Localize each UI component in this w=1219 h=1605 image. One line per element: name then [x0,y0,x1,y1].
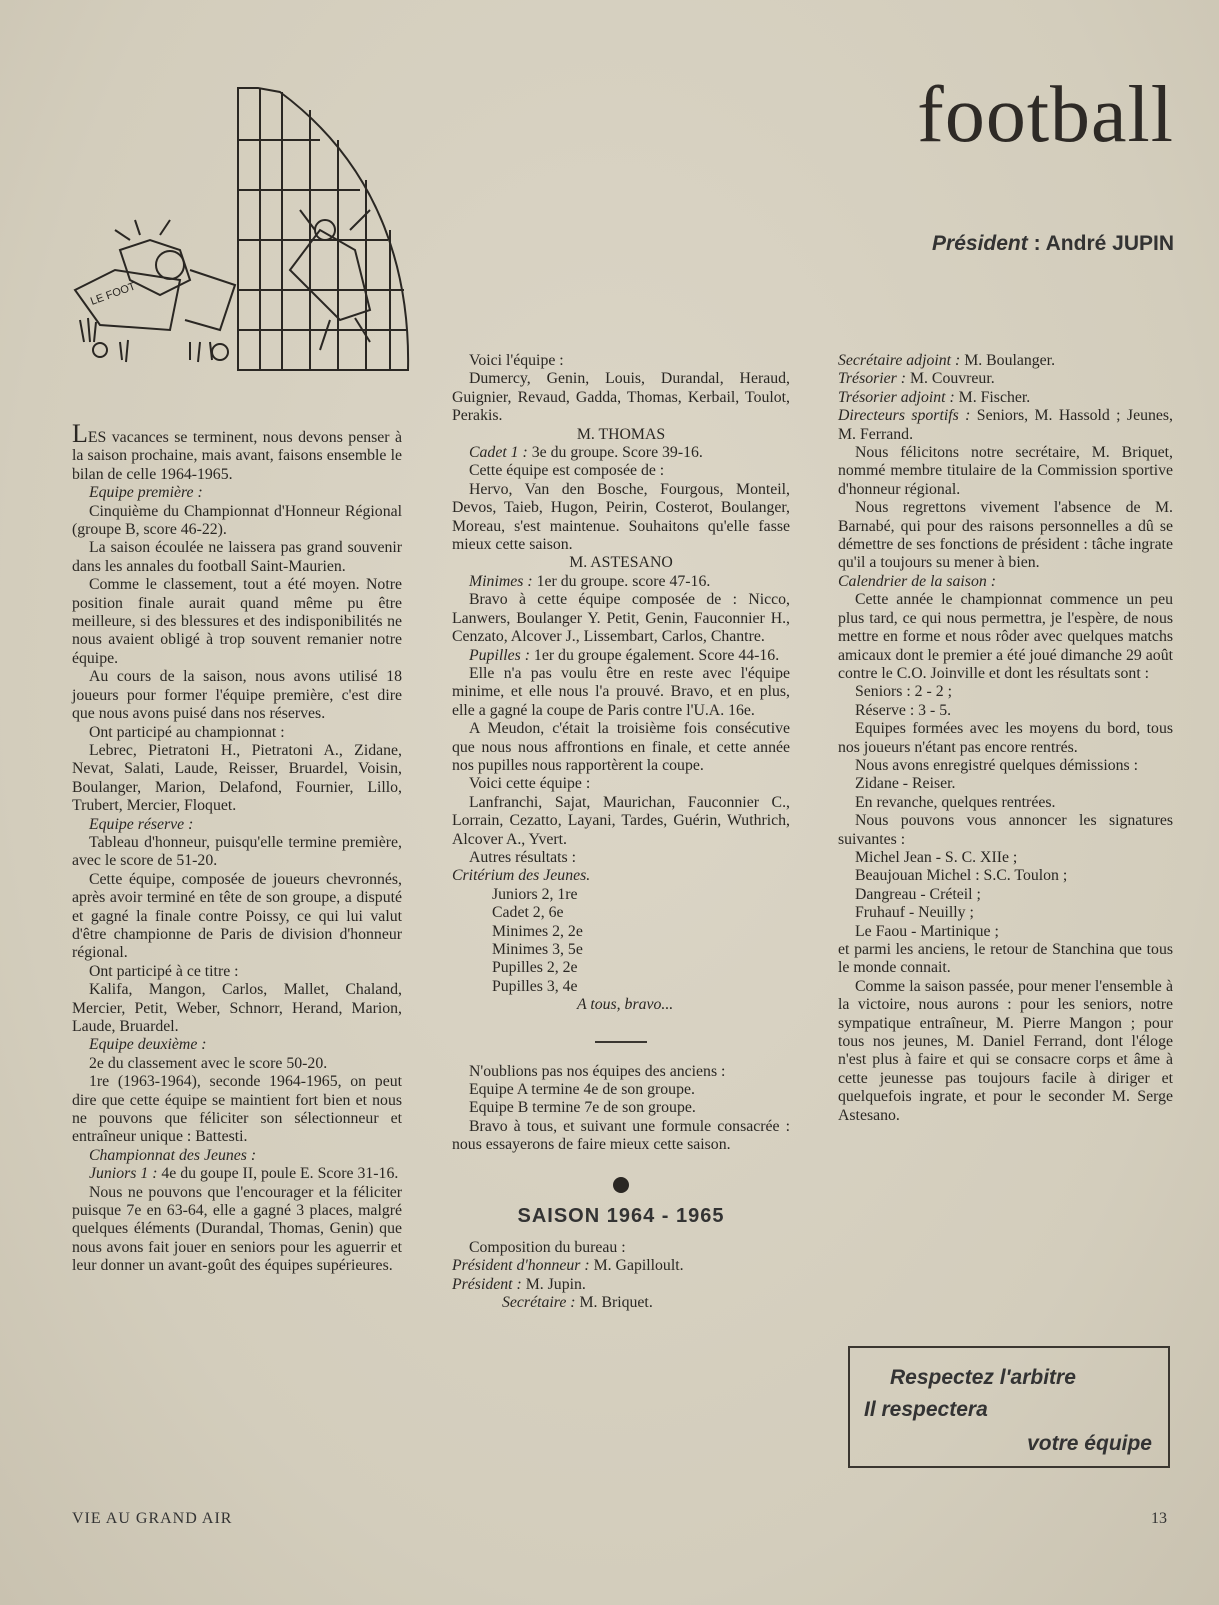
column-right [838,352,1173,1125]
paragraph: Comme le classement, tout a été moyen. Notre position finale aurait quand même pu être meilleure, si des blessures et des indisponibilités ne nous avaient obligé à trop souvent remanier notre équipe. [72,576,402,667]
paragraph: A Meudon, c'était la troisième fois consécutive que nous nous affrontions en finale, et cette année nos pupilles nous rapportèrent la coupe. [452,720,790,774]
section-heading: Equipe première : [89,484,203,502]
paragraph: N'oublions pas nos équipes des anciens : [469,1062,726,1080]
section-heading: Championnat des Jeunes : [89,1146,257,1164]
player-list: Dumercy, Genin, Louis, Durandal, Heraud, Guignier, Revaud, Gadda, Thomas, Kerbail, Toulot, Perakis. [452,370,790,425]
page-title: football [917,71,1174,159]
box-line-1: Respectez l'arbitre [890,1366,1076,1389]
president-name: André JUPIN [1045,232,1174,255]
paragraph: Juniors 1 : 4e du goupe II, poule E. Score 31-16. [89,1165,399,1183]
intro-paragraph: LES vacances se terminent, nous devons penser à la saison prochaine, mais avant, faisons ensemble le bilan de celle 1964-1965. [72,419,402,483]
office-line: Directeurs sportifs : Seniors, M. Hassold ; Jeunes, M. Ferrand. [838,407,1173,443]
player-list: Bravo à cette équipe composée de : Nicco, Lanwers, Boulanger Y. Petit, Genin, Fauconnier H., Cenzato, Alcover J., Lissembart, Carlos, Chantre. [452,591,790,646]
paragraph: Ont participé à ce titre : [89,962,239,980]
result-line: Juniors 2, 1re [492,885,578,903]
paragraph: Nous avons enregistré quelques démissions : [855,756,1138,774]
paragraph: Comme la saison passée, pour mener l'ensemble à la victoire, nous aurons : pour les seniors, notre sympatique entraîneur, M. Pierre Mangon ; pour tous nos jeunes, M. Daniel Ferrand, dont l'éloge n'est plus à faire et qui se consacre corps et âme à cette jeunesse pas toujours facile à diriger et quelquefois ingrate, et pour le seconder M. Serge Astesano. [838,977,1173,1124]
paragraph: Equipe B termine 7e de son groupe. [469,1099,696,1117]
paragraph: Cadet 1 : 3e du groupe. Score 39-16. [469,444,703,462]
newspaper-label: LE FOOT [88,280,138,308]
office-line: Secrétaire adjoint : M. Boulanger. [838,352,1056,369]
section-heading: Equipe réserve : [89,815,194,833]
respect-referee-box [848,1346,1170,1468]
section-divider [595,1041,647,1043]
president-colon: : [1027,232,1046,255]
page-number: 13 [1151,1510,1167,1527]
paragraph: Equipes formées avec les moyens du bord, tous nos joueurs n'étant pas encore rentrés. [838,720,1173,756]
paragraph: En revanche, quelques rentrées. [855,793,1056,811]
player-list: Hervo, Van den Bosche, Fourgous, Monteil, Devos, Taieb, Hugon, Peirin, Costerot, Boulanger, Moreau, s'est maintenue. Souhaitons qu'elle fasse mieux cette saison. [452,480,790,554]
player-list: Kalifa, Mangon, Carlos, Mallet, Chaland, Mercier, Petit, Weber, Schnorr, Herand, Marion, Laude, Bruardel. [72,981,402,1035]
paragraph: Minimes : 1er du groupe. score 47-16. [469,572,711,590]
section-heading: Equipe deuxième : [89,1036,207,1054]
paragraph: Nous regrettons vivement l'absence de M. Barnabé, qui pour des raisons personnelles a dû se démettre de ses fonctions de président : tâche ingrate qu'il a toujours su mener à bien. [838,499,1173,572]
office-line: Trésorier : M. Couvreur. [838,370,995,388]
paragraph: Pupilles : 1er du groupe également. Score 44-16. [469,646,780,664]
result-line: Minimes 2, 2e [492,922,583,940]
list-item: Michel Jean - S. C. XIIe ; [855,848,1018,866]
footer-publication: VIE AU GRAND AIR [72,1510,233,1527]
list-item: Dangreau - Créteil ; [855,885,981,903]
paragraph: Nous pouvons vous annoncer les signatures suivantes : [838,812,1173,848]
office-line: Trésorier adjoint : M. Fischer. [838,388,1031,406]
office-line: Président d'honneur : M. Gapilloult. [452,1257,684,1275]
paragraph: Voici l'équipe : [469,352,564,369]
column-left [72,419,402,1276]
list-item: Zidane - Reiser. [855,775,956,793]
president-role: Président [932,232,1028,255]
paragraph: Ont participé au championnat : [89,723,285,741]
paragraph: Cinquième du Championnat d'Honneur Régional (groupe B, score 46-22). [72,502,402,539]
paragraph: Nous ne pouvons que l'encourager et la féliciter puisque 7e en 63-64, elle a gagné 3 places, malgré quelques éléments (Durandal, Thomas, Genin) que nous avons fait jouer en seniors pour les aguerrir et leur donner un avant-goût des équipes supérieures. [72,1183,402,1275]
saison-heading: SAISON 1964 - 1965 [517,1204,725,1227]
paragraph: Bravo à tous, et suivant une formule consacrée : nous essayerons de faire mieux cette saison. [452,1117,790,1154]
paragraph: Autres résultats : [469,848,577,866]
score-line: Seniors : 2 - 2 ; [855,683,952,701]
paragraph: 2e du classement avec le score 50-20. [89,1054,328,1072]
paragraph: Voici cette équipe : [469,775,591,793]
player-list: Lanfranchi, Sajat, Maurichan, Fauconnier C., Lorrain, Cezatto, Layani, Tardes, Guérin, Wuthrich, Alcover A., Yvert. [452,793,790,848]
president-line [932,232,1174,256]
bullet-divider [613,1177,629,1193]
column-middle [452,352,790,1313]
football-cartoon-illustration [70,80,410,380]
paragraph: Cette équipe, composée de joueurs chevronnés, après avoir terminé en tête de son groupe, a disputé et gagné la finale contre Poissy, ce qui lui valut d'être championne de Paris de division d'honneur régional. [72,870,402,962]
paragraph: Cette équipe est composée de : [469,462,665,480]
drop-cap: L [72,419,88,448]
paragraph: Tableau d'honneur, puisqu'elle termine première, avec le score de 51-20. [72,833,402,870]
paragraph: Equipe A termine 4e de son groupe. [469,1081,695,1099]
paragraph: La saison écoulée ne laissera pas grand souvenir dans les annales du football Saint-Maurien. [72,539,402,575]
list-item: Beaujouan Michel : S.C. Toulon ; [855,867,1068,885]
section-heading: Critérium des Jeunes. [452,867,591,885]
box-line-3: votre équipe [1027,1432,1152,1455]
closing-line: A tous, bravo... [577,996,674,1014]
score-line: Réserve : 3 - 5. [855,701,952,719]
player-list: Lebrec, Pietratoni H., Pietratoni A., Zidane, Nevat, Salati, Laude, Reisser, Bruardel, Voisin, Boulanger, Marion, Delafond, Fournier, Lillo, Trubert, Mercier, Floquet. [72,741,402,815]
list-item: Fruhauf - Neuilly ; [855,904,974,922]
section-heading: Calendrier de la saison : [838,572,996,590]
paragraph: Composition du bureau : [469,1239,626,1257]
box-line-2: Il respectera [864,1398,988,1421]
result-line: Minimes 3, 5e [492,941,583,958]
result-line: Cadet 2, 6e [492,904,564,922]
paragraph: Au cours de la saison, nous avons utilisé 18 joueurs pour former l'équipe première, c'est dire que nous avons puisé dans nos réserves. [72,668,402,723]
office-line: Secrétaire : M. Briquet. [502,1294,653,1312]
paragraph: Nous félicitons notre secrétaire, M. Briquet, nommé membre titulaire de la Commission sportive d'honneur régional. [838,444,1173,498]
result-line: Pupilles 2, 2e [492,959,578,977]
coach-name: M. ASTESANO [569,554,673,572]
office-line: Président : M. Jupin. [452,1275,586,1293]
coach-name: M. THOMAS [576,425,666,443]
paragraph: Elle n'a pas voulu être en reste avec l'équipe minime, et elle nous l'a prouvé. Bravo, et en plus, elle a gagné la coupe de Paris contre l'U.A. 16e. [452,664,790,719]
result-line: Pupilles 3, 4e [492,977,578,995]
paragraph: Cette année le championnat commence un peu plus tard, ce qui nous permettra, je l'espère, de nous mettre en forme et nous rôder avec quelques matchs amicaux dont le premier a été joué dimanche 29 août contre le C.O. Joinville et dont les résultats sont : [838,591,1173,682]
list-item: Le Faou - Martinique ; [855,922,999,940]
paragraph: et parmi les anciens, le retour de Stanchina que tous le monde connait. [838,941,1173,977]
paragraph: 1re (1963-1964), seconde 1964-1965, on peut dire que cette équipe se maintient fort bien et nous ne pouvons que féliciter son sélectionneur et entraîneur unique : Battesti. [72,1073,402,1146]
